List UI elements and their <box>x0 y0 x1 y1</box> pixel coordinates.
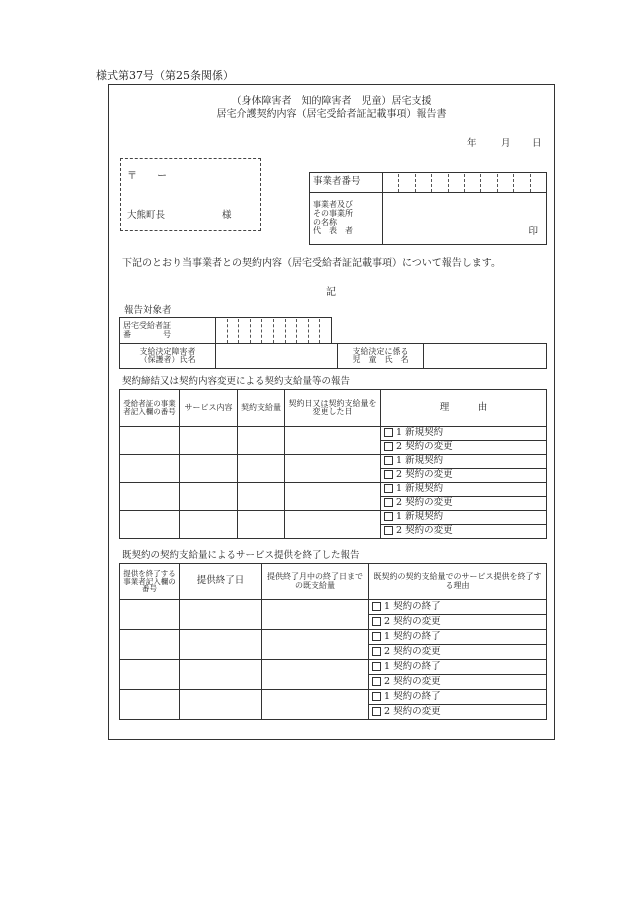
form-title-line2: 居宅介護契約内容（居宅受給者証記載事項）報告書 <box>216 109 447 120</box>
col-reason: 理 由 <box>381 390 547 427</box>
ki-mark: 記 <box>326 287 336 298</box>
reason-option[interactable]: 2 契約の変更 <box>381 525 547 539</box>
checkbox-icon[interactable] <box>372 692 381 701</box>
child-name-label: 支給決定に係る 児 童 氏 名 <box>338 344 424 369</box>
contract-cell[interactable] <box>120 427 180 455</box>
guardian-name-field[interactable] <box>216 344 338 369</box>
reason-option[interactable]: 1 新規契約 <box>381 455 547 469</box>
checkbox-icon[interactable] <box>384 428 393 437</box>
col-cert-number: 受給者証の事業者記入欄の番号 <box>120 390 180 427</box>
recipient-honorific: 様 <box>222 210 232 221</box>
termination-cell[interactable] <box>120 630 180 660</box>
end-reason-option[interactable]: 2 契約の変更 <box>369 705 547 720</box>
col-contract-amount: 契約支給量 <box>238 390 285 427</box>
form-number-label: 様式第37号（第25条関係） <box>96 69 234 82</box>
contract-cell[interactable] <box>285 455 381 483</box>
contract-table <box>119 389 547 539</box>
section2-heading: 既契約の契約支給量によるサービス提供を終了した報告 <box>122 550 360 561</box>
certificate-number-label <box>120 318 216 344</box>
end-reason-option[interactable]: 2 契約の変更 <box>369 645 547 660</box>
target-label: 報告対象者 <box>124 305 172 316</box>
termination-table <box>119 563 547 720</box>
col-end-cert-number: 提供を終了する事業者記入欄の番号 <box>120 564 180 600</box>
intro-text: 下記のとおり当事業者との契約内容（居宅受給者証記載事項）について報告します。 <box>122 258 501 269</box>
reason-option[interactable]: 2 契約の変更 <box>381 469 547 483</box>
checkbox-icon[interactable] <box>372 677 381 686</box>
contract-cell[interactable] <box>238 455 285 483</box>
termination-cell[interactable] <box>262 660 369 690</box>
postal-code-field[interactable]: 〒 ー <box>127 171 167 182</box>
date-year: 年 <box>467 138 477 149</box>
reason-option[interactable]: 1 新規契約 <box>381 483 547 497</box>
contract-cell[interactable] <box>285 483 381 511</box>
col-end-date: 提供終了日 <box>180 564 262 600</box>
end-reason-option[interactable]: 1 契約の終了 <box>369 600 547 615</box>
contract-cell[interactable] <box>238 427 285 455</box>
provider-name-field[interactable] <box>383 193 547 245</box>
checkbox-icon[interactable] <box>372 707 381 716</box>
reason-option[interactable]: 2 契約の変更 <box>381 441 547 455</box>
termination-cell[interactable] <box>180 690 262 720</box>
form-title-line1: （身体障害者 知的障害者 児童）居宅支援 <box>231 96 432 107</box>
end-reason-option[interactable]: 1 契約の終了 <box>369 690 547 705</box>
address-box[interactable] <box>120 158 261 231</box>
checkbox-icon[interactable] <box>372 662 381 671</box>
contract-cell[interactable] <box>180 511 238 539</box>
section1-heading: 契約締結又は契約内容変更による契約支給量等の報告 <box>122 376 351 387</box>
reason-option[interactable]: 1 新規契約 <box>381 427 547 441</box>
termination-cell[interactable] <box>120 660 180 690</box>
termination-cell[interactable] <box>120 690 180 720</box>
contract-cell[interactable] <box>180 483 238 511</box>
date-month: 月 <box>501 138 511 149</box>
end-reason-option[interactable]: 2 契約の変更 <box>369 615 547 630</box>
reason-option[interactable]: 2 契約の変更 <box>381 497 547 511</box>
termination-cell[interactable] <box>180 660 262 690</box>
end-reason-option[interactable]: 1 契約の終了 <box>369 630 547 645</box>
contract-cell[interactable] <box>238 511 285 539</box>
seal-mark: 印 <box>528 226 538 238</box>
child-name-field[interactable] <box>424 344 547 369</box>
col-contract-date: 契約日又は契約支給量を変更した日 <box>285 390 381 427</box>
date-day: 日 <box>532 138 542 149</box>
termination-cell[interactable] <box>180 630 262 660</box>
contract-cell[interactable] <box>180 427 238 455</box>
certificate-table <box>119 317 332 344</box>
certificate-number-field[interactable] <box>216 318 332 344</box>
reason-option[interactable]: 1 新規契約 <box>381 511 547 525</box>
checkbox-icon[interactable] <box>372 632 381 641</box>
certificate-label-line2: 番 号 <box>123 329 171 339</box>
contract-cell[interactable] <box>180 455 238 483</box>
contract-cell[interactable] <box>285 427 381 455</box>
guardian-name-label: 支給決定障害者 （保護者）氏名 <box>120 344 216 369</box>
termination-cell[interactable] <box>120 600 180 630</box>
recipient-name: 大熊町長 <box>127 210 166 221</box>
checkbox-icon[interactable] <box>384 442 393 451</box>
termination-cell[interactable] <box>262 630 369 660</box>
checkbox-icon[interactable] <box>384 470 393 479</box>
termination-cell[interactable] <box>262 600 369 630</box>
provider-number-field[interactable] <box>383 173 547 193</box>
checkbox-icon[interactable] <box>384 526 393 535</box>
end-reason-option[interactable]: 2 契約の変更 <box>369 675 547 690</box>
provider-number-label: 事業者番号 <box>310 173 383 193</box>
col-paid-amount: 提供終了月中の終了日までの既支給量 <box>262 564 369 600</box>
checkbox-icon[interactable] <box>384 484 393 493</box>
certificate-label-line1: 居宅受給者証 <box>123 321 171 331</box>
end-reason-option[interactable]: 1 契約の終了 <box>369 660 547 675</box>
contract-cell[interactable] <box>120 455 180 483</box>
checkbox-icon[interactable] <box>384 512 393 521</box>
provider-name-label: 事業者及び その事業所 の名称 代 表 者 <box>310 193 383 245</box>
checkbox-icon[interactable] <box>384 498 393 507</box>
checkbox-icon[interactable] <box>372 647 381 656</box>
col-end-reason: 既契約の契約支給量でのサービス提供を終了する理由 <box>369 564 547 600</box>
contract-cell[interactable] <box>285 511 381 539</box>
contract-cell[interactable] <box>120 483 180 511</box>
contract-cell[interactable] <box>238 483 285 511</box>
checkbox-icon[interactable] <box>372 617 381 626</box>
recipient-table <box>119 343 547 369</box>
checkbox-icon[interactable] <box>372 602 381 611</box>
termination-cell[interactable] <box>180 600 262 630</box>
provider-table <box>309 172 547 245</box>
col-service-content: サービス内容 <box>180 390 238 427</box>
checkbox-icon[interactable] <box>384 456 393 465</box>
termination-cell[interactable] <box>262 690 369 720</box>
contract-cell[interactable] <box>120 511 180 539</box>
